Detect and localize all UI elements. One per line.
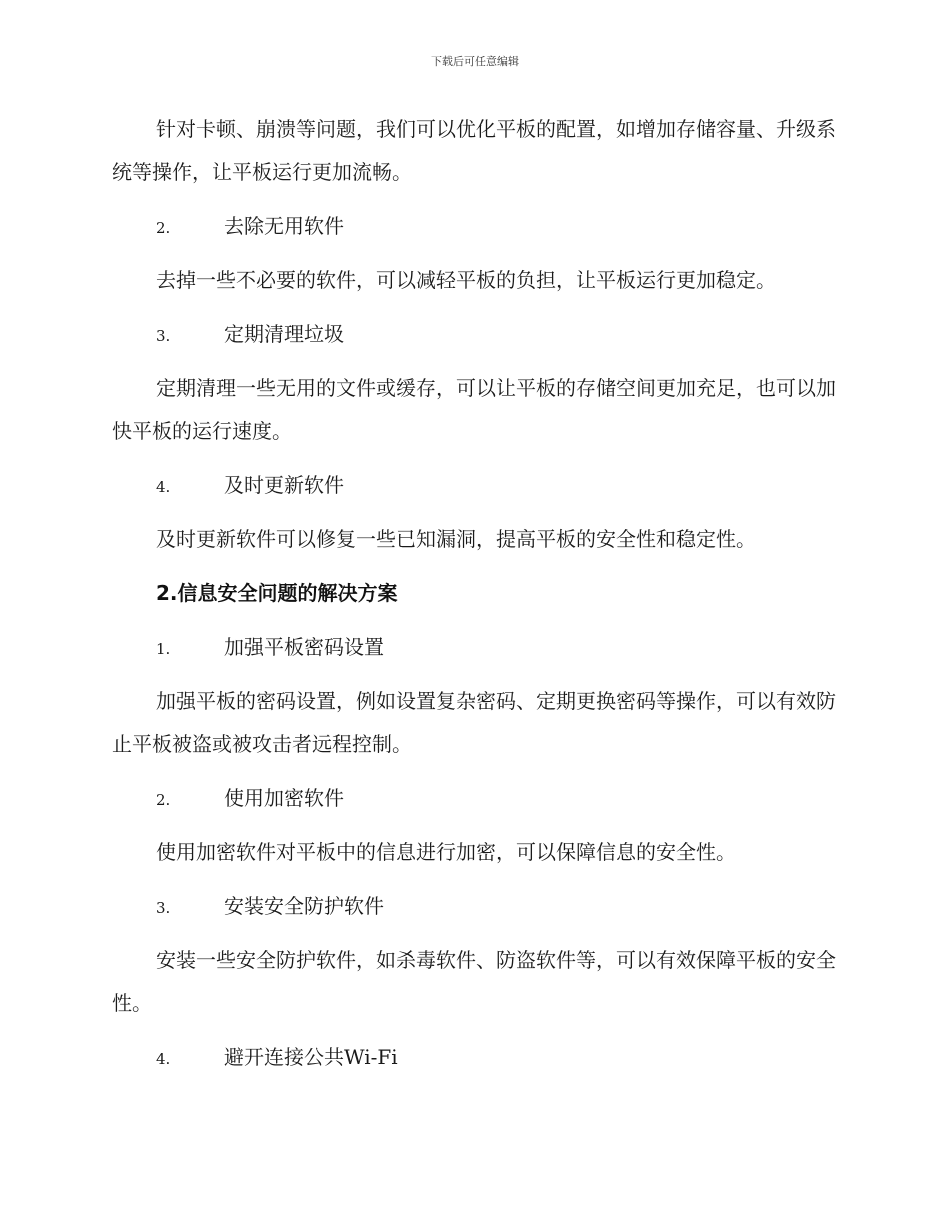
- list-number: 3.: [156, 899, 171, 917]
- list-item: [112, 313, 838, 356]
- list-item: [112, 464, 838, 507]
- list-item-text: 使用加密软件: [224, 786, 344, 810]
- list-number: 1.: [156, 640, 171, 658]
- paragraph: 加强平板的密码设置，例如设置复杂密码、定期更换密码等操作，可以有效防止平板被盗或被攻击者远程控制。: [112, 689, 836, 756]
- list-number: 4.: [156, 478, 171, 496]
- list-item: [112, 1036, 838, 1079]
- paragraph: 安装一些安全防护软件，如杀毒软件、防盗软件等，可以有效保障平板的安全性。: [112, 948, 836, 1015]
- paragraph: 去掉一些不必要的软件，可以减轻平板的负担，让平板运行更加稳定。: [156, 268, 776, 292]
- list-item: [112, 626, 838, 669]
- paragraph: 定期清理一些无用的文件或缓存，可以让平板的存储空间更加充足，也可以加快平板的运行速度。: [112, 376, 836, 443]
- section-heading: 2.信息安全问题的解决方案: [156, 581, 398, 605]
- document-body: [112, 108, 838, 1079]
- list-item: [112, 777, 838, 820]
- list-item-text: 去除无用软件: [224, 214, 344, 238]
- list-item-text: 定期清理垃圾: [224, 322, 344, 346]
- list-item-text: 安装安全防护软件: [224, 894, 384, 918]
- page-header: 下载后可任意编辑: [431, 55, 519, 68]
- list-number: 2.: [156, 791, 171, 809]
- list-number: 2.: [156, 219, 171, 237]
- list-item-text: 加强平板密码设置: [224, 635, 384, 659]
- paragraph: 针对卡顿、崩溃等问题，我们可以优化平板的配置，如增加存储容量、升级系统等操作，让平板运行更加流畅。: [112, 117, 836, 184]
- list-item-text: 及时更新软件: [224, 473, 344, 497]
- list-item-text: 避开连接公共Wi-Fi: [224, 1045, 398, 1069]
- list-number: 3.: [156, 327, 171, 345]
- list-item: [112, 205, 838, 248]
- paragraph: 使用加密软件对平板中的信息进行加密，可以保障信息的安全性。: [156, 840, 736, 864]
- list-number: 4.: [156, 1050, 171, 1068]
- paragraph: 及时更新软件可以修复一些已知漏洞，提高平板的安全性和稳定性。: [156, 527, 756, 551]
- list-item: [112, 885, 838, 928]
